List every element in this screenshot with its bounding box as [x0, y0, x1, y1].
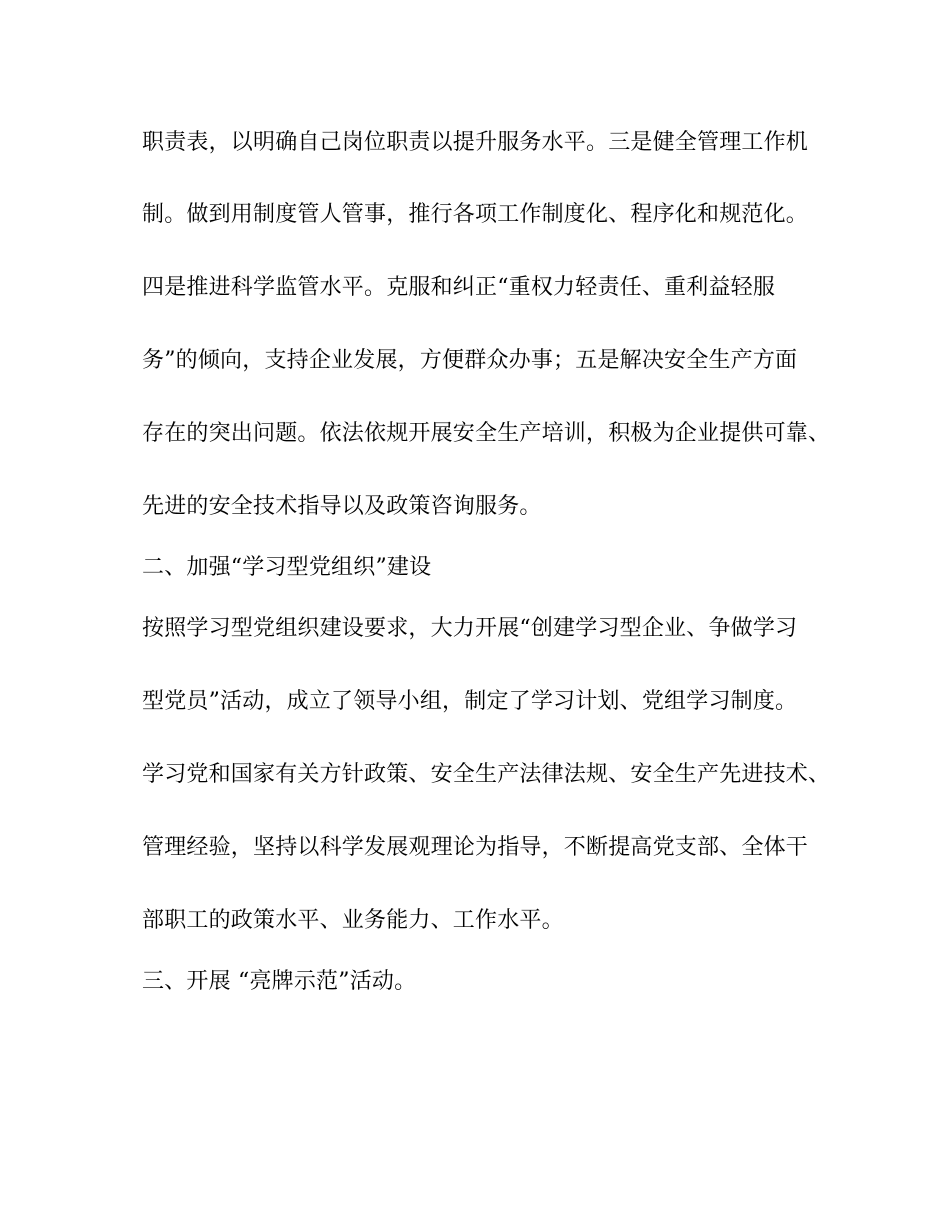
paragraph-line: 务”的倾向，支持企业发展，方便群众办事；五是解决安全生产方面: [142, 348, 798, 373]
paragraph-line: 学习党和国家有关方针政策、安全生产法律法规、安全生产先进技术、: [142, 762, 831, 787]
paragraph-line: 按照学习型党组织建设要求，大力开展“创建学习型企业、争做学习: [142, 616, 798, 641]
paragraph-line: 制。做到用制度管人管事，推行各项工作制度化、程序化和规范化。: [142, 202, 809, 227]
paragraph-line: 四是推进科学监管水平。克服和纠正“重权力轻责任、重利益轻服: [142, 275, 776, 300]
paragraph-line: 职责表，以明确自己岗位职责以提升服务水平。三是健全管理工作机: [142, 130, 809, 155]
paragraph-line: 管理经验，坚持以科学发展观理论为指导，不断提高党支部、全体干: [142, 835, 809, 860]
paragraph-line: 型党员”活动，成立了领导小组，制定了学习计划、党组学习制度。: [142, 689, 798, 714]
section-heading: 三、开展 “亮牌示范”活动。: [142, 969, 417, 994]
section-heading: 二、加强“学习型党组织”建设: [142, 555, 432, 580]
paragraph-line: 部职工的政策水平、业务能力、工作水平。: [142, 908, 564, 933]
paragraph-line: 存在的突出问题。依法依规开展安全生产培训，积极为企业提供可靠、: [142, 421, 831, 446]
paragraph-line: 先进的安全技术指导以及政策咨询服务。: [142, 494, 542, 519]
